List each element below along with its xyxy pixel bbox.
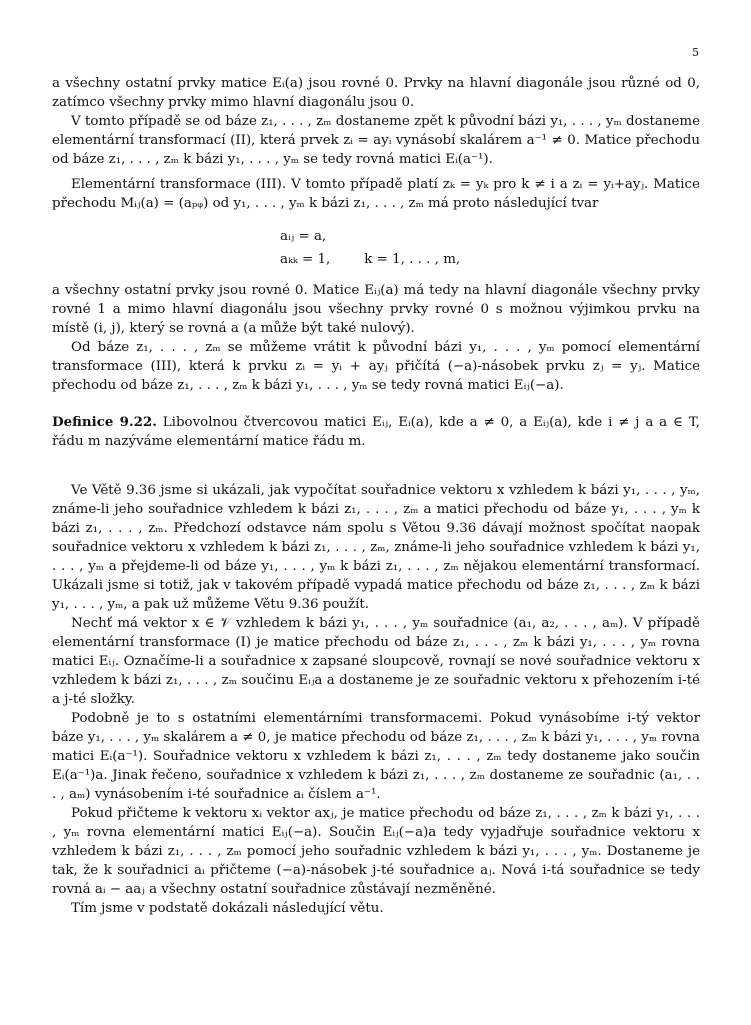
page-body bbox=[52, 74, 700, 918]
transformation-label: Elementární transformace (III). bbox=[71, 177, 287, 192]
display-equation bbox=[52, 225, 700, 271]
paragraph: Podobně je to s ostatními elementárními transformacemi. Pokud vynásobíme i-tý vektor báze y₁, . . . , yₘ skalárem a ≠ 0, je matice přechodu od báze z₁, . . . , zₘ k bázi y₁, . . . , yₘ rovna matici Eᵢ(a⁻¹). Souřadnice vektoru x vzhledem k bázi z₁, . . . , zₘ tedy dostaneme jako součin Eᵢ(a⁻¹)a. Jinak řečeno, souřadnice x vzhledem k bázi z₁, . . . , zₘ dostaneme ze souřadnic (a₁, . . . , aₘ) vynásobením i-té souřadnice aᵢ číslem a⁻¹. bbox=[52, 711, 700, 802]
paragraph: Od báze z₁, . . . , zₘ se můžeme vrátit k původní bázi y₁, . . . , yₘ pomocí elementární transformace (III), která k prvku zᵢ = yᵢ + ayⱼ přičítá (−a)-násobek prvku zⱼ = yⱼ. Matice přechodu od báze z₁, . . . , zₘ k bázi y₁, . . . , yₘ se tedy rovná matici Eᵢⱼ(−a). bbox=[52, 340, 700, 393]
paragraph: a všechny ostatní prvky jsou rovné 0. Matice Eᵢⱼ(a) má tedy na hlavní diagonále všechny prvky rovné 1 a mimo hlavní diagonálu jsou všechny prvky rovné 0 s možnou výjimkou prvku na místě (i, j), který se rovná a (a může být také nulový). bbox=[52, 283, 700, 336]
definition-text: Libovolnou čtvercovou matici Eᵢⱼ, Eᵢ(a), kde a ≠ 0, a Eᵢⱼ(a), kde i ≠ j a a ∈ T, řádu m nazýváme elementární matice řádu m. bbox=[52, 415, 700, 449]
equation-line: aᵢⱼ = a, bbox=[280, 229, 327, 244]
paragraph: Tím jsme v podstatě dokázali následující větu. bbox=[71, 901, 384, 916]
equation-text: aₖₖ = 1, bbox=[280, 252, 331, 267]
page-number: 5 bbox=[692, 46, 699, 59]
equation-line bbox=[280, 248, 700, 271]
paragraph bbox=[52, 175, 700, 213]
paragraph: a všechny ostatní prvky matice Eᵢ(a) jsou rovné 0. Prvky na hlavní diagonále jsou různé od 0, zatímco všechny prvky mimo hlavní diagonálu jsou 0. bbox=[52, 76, 700, 110]
paragraph: Ve Větě 9.36 jsme si ukázali, jak vypočítat souřadnice vektoru x vzhledem k bázi y₁, . . . , yₘ, známe-li jeho souřadnice vzhledem k bázi z₁, . . . , zₘ a matici přechodu od báze y₁, . . . , yₘ k bázi z₁, . . . , zₘ. Předchozí odstavce nám spolu s Větou 9.36 dávají možnost spočítat naopak souřadnice vektoru x vzhledem k bázi z₁, . . . , zₘ, známe-li jeho souřadnice vzhledem k bázi y₁, . . . , yₘ a přejdeme-li od báze y₁, . . . , yₘ k bázi z₁, . . . , zₘ nějakou elementární transformací. Ukázali jsme si totiž, jak v takovém případě vypadá matice přechodu od báze z₁, . . . , zₘ k bázi y₁, . . . , yₘ, a pak už můžeme Větu 9.36 použít. bbox=[52, 483, 700, 612]
equation-condition: k = 1, . . . , m, bbox=[364, 252, 461, 267]
paragraph: V tomto případě se od báze z₁, . . . , zₘ dostaneme zpět k původní bázi y₁, . . . , yₘ dostaneme elementární transformací (II), která prvek zᵢ = ayᵢ vynásobí skalárem a⁻¹ ≠ 0. Matice přechodu od báze z₁, . . . , zₘ k bázi y₁, . . . , yₘ se tedy rovná matici Eᵢ(a⁻¹). bbox=[52, 114, 700, 167]
paragraph: Nechť má vektor x ∈ 𝒱 vzhledem k bázi y₁, . . . , yₘ souřadnice (a₁, a₂, . . . , aₘ). V případě elementární transformace (I) je matice přechodu od báze z₁, . . . , zₘ k bázi y₁, . . . , yₘ rovna matici Eᵢⱼ. Označíme-li a souřadnice x zapsané sloupcově, rovnají se nové souřadnice vektoru x vzhledem k bázi z₁, . . . , zₘ součinu Eᵢⱼa a dostaneme je ze souřadnic vektoru x přehozením i-té a j-té složky. bbox=[52, 616, 700, 707]
paragraph-text: V tomto případě platí zₖ = yₖ pro k ≠ i a zᵢ = yᵢ+ayⱼ. Matice přechodu Mᵢⱼ(a) = (aₚᵩ) od y₁, . . . , yₘ k bázi z₁, . . . , zₘ má proto následující tvar bbox=[52, 177, 700, 211]
definition-label: Definice 9.22. bbox=[52, 414, 157, 430]
paragraph: Pokud přičteme k vektoru xᵢ vektor axⱼ, je matice přechodu od báze z₁, . . . , zₘ k bázi y₁, . . . , yₘ rovna elementární matici Eᵢⱼ(−a). Součin Eᵢⱼ(−a)a tedy vyjadřuje souřadnice vektoru x vzhledem k bázi z₁, . . . , zₘ pomocí jeho souřadnic vzhledem k bázi y₁, . . . , yₘ. Dostaneme je tak, že k souřadnici aᵢ přičteme (−a)-násobek j-té souřadnice aⱼ. Nová i-tá souřadnice se tedy rovná aᵢ − aaⱼ a všechny ostatní souřadnice zůstávají nezměněné. bbox=[52, 806, 700, 897]
definition bbox=[52, 413, 700, 451]
